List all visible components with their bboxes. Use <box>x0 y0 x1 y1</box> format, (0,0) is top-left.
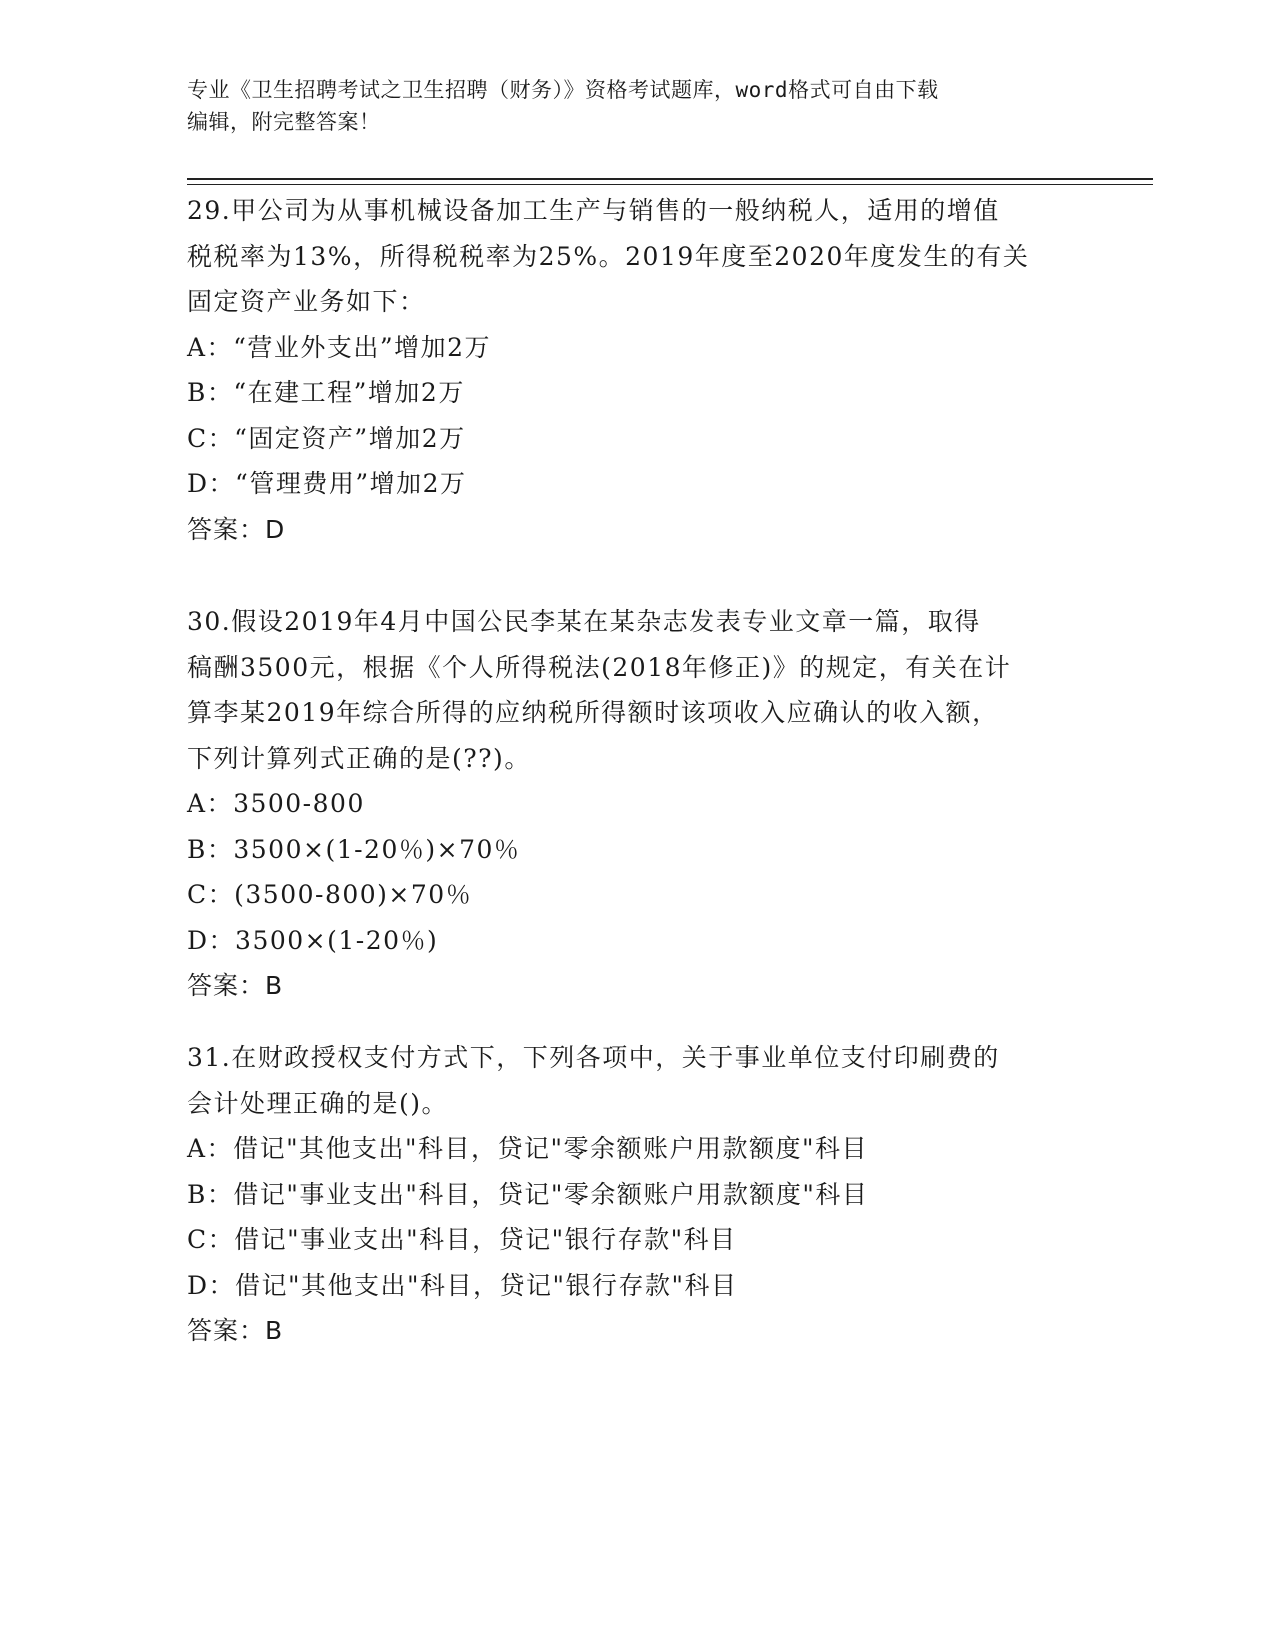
option-key: B： <box>187 1179 234 1209</box>
option-d <box>187 1263 1087 1309</box>
option-key: D： <box>187 925 236 955</box>
option-text: “管理费用”增加2万 <box>235 469 467 498</box>
question-stem-line: 税税率为13%，所得税税率为25%。2019年度至2020年度发生的有关 <box>187 241 1030 271</box>
option-c <box>187 416 1087 462</box>
option-key: C： <box>187 1225 235 1254</box>
option-key: D： <box>187 469 236 498</box>
option-key: A： <box>187 332 234 362</box>
question-30 <box>187 599 1087 1009</box>
option-text: 3500×(1-20％) <box>235 925 439 955</box>
option-text: “营业外支出”增加2万 <box>233 332 492 362</box>
option-key: D： <box>187 1270 236 1300</box>
option-a <box>187 1126 1087 1172</box>
option-text: 借记"事业支出"科目，贷记"零余额账户用款额度"科目 <box>233 1179 869 1209</box>
question-stem-line: 29.甲公司为从事机械设备加工生产与销售的一般纳税人，适用的增值 <box>187 196 1000 225</box>
answer-label: 答案：D <box>187 514 286 544</box>
option-text: 3500×(1-20％)×70％ <box>233 834 521 864</box>
question-stem-line: 31.在财政授权支付方式下，下列各项中，关于事业单位支付印刷费的 <box>187 1043 1000 1072</box>
option-d <box>187 918 1087 964</box>
question-stem-line: 30.假设2019年4月中国公民李某在某杂志发表专业文章一篇，取得 <box>187 607 981 636</box>
question-stem-line: 固定资产业务如下： <box>187 287 426 316</box>
option-text: 借记"事业支出"科目，贷记"银行存款"科目 <box>234 1225 737 1254</box>
question-29 <box>187 188 1087 552</box>
document-header <box>187 74 1067 138</box>
header-divider-thin <box>187 184 1153 185</box>
option-text: “固定资产”增加2万 <box>234 423 466 453</box>
option-d <box>187 461 1087 507</box>
question-stem-line: 下列计算列式正确的是(??)。 <box>187 743 531 773</box>
option-key: C： <box>187 423 235 453</box>
header-line-1: 专业《卫生招聘考试之卫生招聘（财务）》资格考试题库，word格式可自由下载 <box>187 78 939 102</box>
option-key: B： <box>187 378 234 407</box>
option-key: A： <box>187 1134 234 1163</box>
option-text: 3500-800 <box>233 789 365 818</box>
option-c <box>187 1217 1087 1263</box>
option-text: (3500-800)×70％ <box>234 880 473 909</box>
option-b <box>187 827 1087 873</box>
question-stem-line: 算李某2019年综合所得的应纳税所得额时该项收入应确认的收入额， <box>187 698 999 727</box>
header-divider-thick <box>187 178 1153 180</box>
option-text: “在建工程”增加2万 <box>233 378 465 407</box>
option-c <box>187 872 1087 918</box>
answer-label: 答案：B <box>187 971 284 1000</box>
option-text: 借记"其他支出"科目，贷记"银行存款"科目 <box>235 1270 738 1300</box>
option-text: 借记"其他支出"科目，贷记"零余额账户用款额度"科目 <box>233 1134 869 1163</box>
option-b <box>187 1172 1087 1218</box>
question-31 <box>187 1035 1087 1354</box>
question-stem-line: 会计处理正确的是()。 <box>187 1088 449 1118</box>
option-a <box>187 325 1087 371</box>
option-key: B： <box>187 834 234 864</box>
question-stem-line: 稿酬3500元，根据《个人所得税法(2018年修正)》的规定，有关在计 <box>187 652 1012 682</box>
answer-label: 答案：B <box>187 1316 284 1345</box>
option-a <box>187 781 1087 827</box>
option-key: C： <box>187 880 235 909</box>
option-b <box>187 370 1087 416</box>
header-line-2: 编辑，附完整答案！ <box>187 110 381 134</box>
option-key: A： <box>187 789 234 818</box>
